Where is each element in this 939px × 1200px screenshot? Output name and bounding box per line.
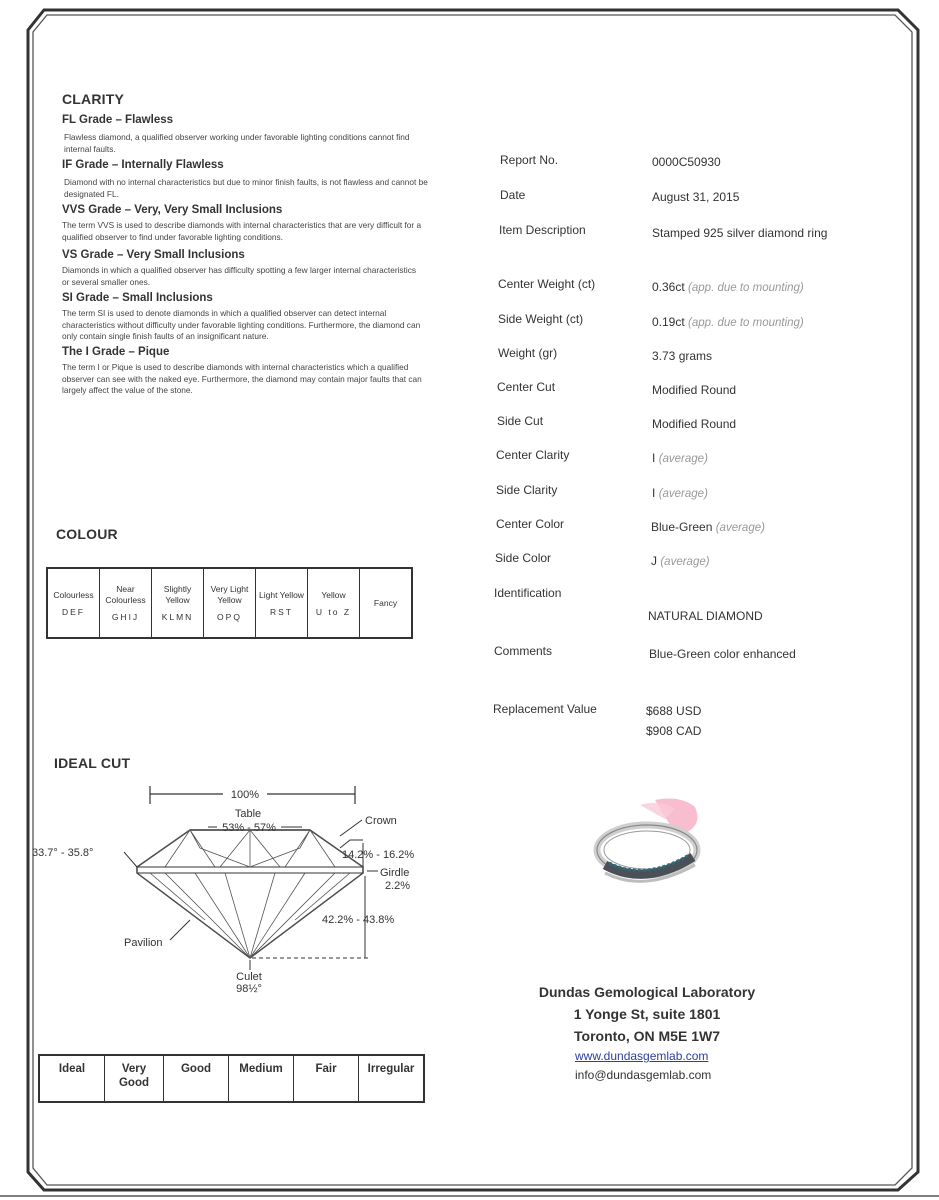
clarity-grade-list xyxy=(62,114,434,398)
replacement-usd: $688 USD xyxy=(646,704,702,718)
lab-address-line2: Toronto, ON M5E 1W7 xyxy=(574,1028,720,1044)
center-weight-note: (app. due to mounting) xyxy=(688,282,804,294)
grade-vs-desc: Diamonds in which a qualified observer has difficulty spotting a few larger internal characteristics or several smaller ones. xyxy=(62,265,417,287)
cut-grade-cell: Medium xyxy=(229,1055,294,1102)
center-clarity-value: I xyxy=(652,451,656,465)
colour-cell: Light Yellow RST xyxy=(256,568,308,638)
center-clarity-label: Center Clarity xyxy=(496,448,570,462)
side-clarity-label: Side Clarity xyxy=(496,483,558,497)
cut-grade-cell: Ideal xyxy=(39,1055,105,1102)
grade-i-desc: The term I or Pique is used to describe diamonds with internal characteristics which a qualified observer can see with the naked eye. Furthermore, the diamond may contain major faults that can largely affect the value of the stone. xyxy=(62,362,422,395)
replacement-cad: $908 CAD xyxy=(646,724,702,738)
comments-value: Blue-Green color enhanced xyxy=(649,647,796,661)
grade-vvs-title: VVS Grade – Very, Very Small Inclusions xyxy=(62,204,283,216)
identification-value: NATURAL DIAMOND xyxy=(648,609,763,623)
side-clarity-field xyxy=(652,486,708,500)
report-no-label: Report No. xyxy=(500,153,559,167)
cut-grade-table xyxy=(38,1054,425,1103)
lab-email[interactable]: info@dundasgemlab.com xyxy=(575,1068,712,1082)
grade-fl-title: FL Grade – Flawless xyxy=(62,114,174,126)
pavilion-depth-label: 42.2% - 43.8% xyxy=(322,914,395,926)
side-color-field xyxy=(651,554,710,568)
replacement-value-label: Replacement Value xyxy=(493,702,597,716)
colour-scale-table xyxy=(46,567,413,639)
side-cut-label: Side Cut xyxy=(497,414,544,428)
cut-grade-cell: Fair xyxy=(294,1055,359,1102)
center-weight-label: Center Weight (ct) xyxy=(498,277,596,291)
girdle-value: 2.2% xyxy=(385,880,411,892)
culet-label: Culet xyxy=(236,971,262,983)
center-clarity-field xyxy=(652,451,708,465)
ring-photo xyxy=(585,795,715,890)
report-no-value: 0000C50930 xyxy=(652,155,721,169)
center-cut-label: Center Cut xyxy=(497,380,556,394)
colour-title: COLOUR xyxy=(56,526,118,542)
weight-label: Weight (gr) xyxy=(498,346,558,360)
center-color-note: (average) xyxy=(715,522,765,534)
colour-cell: Colourless DEF xyxy=(47,568,100,638)
grade-fl-desc: Flawless diamond, a qualified observer working under favorable lighting conditions cannot find internal faults. xyxy=(64,132,410,154)
colour-cell: Fancy xyxy=(360,568,413,638)
colour-cell: Near Colourless GHIJ xyxy=(100,568,152,638)
colour-cell: Yellow U to Z xyxy=(308,568,360,638)
crown-label: Crown xyxy=(365,815,397,827)
culet-value: 98½° xyxy=(236,983,262,995)
center-clarity-note: (average) xyxy=(658,453,708,465)
side-weight-note: (app. due to mounting) xyxy=(688,317,804,329)
weight-value: 3.73 grams xyxy=(652,349,713,363)
girdle-label: Girdle xyxy=(380,867,410,879)
side-color-note: (average) xyxy=(660,556,710,568)
date-label: Date xyxy=(500,188,526,202)
center-color-label: Center Color xyxy=(496,517,565,531)
ideal-cut-diagram xyxy=(32,780,440,1000)
grade-vs-title: VS Grade – Very Small Inclusions xyxy=(62,249,245,261)
identification-label: Identification xyxy=(494,586,562,600)
grade-i-title: The I Grade – Pique xyxy=(62,346,170,358)
cut-grade-cell: Good xyxy=(164,1055,229,1102)
center-weight-value: 0.36ct xyxy=(652,280,685,294)
side-weight-value: 0.19ct xyxy=(652,315,685,329)
center-color-field xyxy=(651,520,765,534)
center-cut-value: Modified Round xyxy=(652,383,737,397)
center-weight-field xyxy=(652,280,804,294)
center-color-value: Blue-Green xyxy=(651,520,713,534)
item-description-value: Stamped 925 silver diamond ring xyxy=(652,226,828,240)
comments-label: Comments xyxy=(494,644,553,658)
lab-address-line1: 1 Yonge St, suite 1801 xyxy=(573,1006,721,1022)
date-value: August 31, 2015 xyxy=(652,190,740,204)
grade-if-title: IF Grade – Internally Flawless xyxy=(62,159,224,171)
crown-angle-label: 33.7° - 35.8° xyxy=(32,847,94,859)
total-width-label: 100% xyxy=(230,789,260,801)
lab-website-link[interactable]: www.dundasgemlab.com xyxy=(575,1049,709,1063)
colour-cell: Very Light Yellow OPQ xyxy=(204,568,256,638)
side-weight-label: Side Weight (ct) xyxy=(498,312,584,326)
side-color-label: Side Color xyxy=(495,551,552,565)
side-clarity-value: I xyxy=(652,486,656,500)
grade-si-title: SI Grade – Small Inclusions xyxy=(62,292,213,304)
grade-if-desc: Diamond with no internal characteristics but due to minor finish faults, is not flawless and cannot be designated FL. xyxy=(64,177,428,199)
cut-grade-cell: Very Good xyxy=(105,1055,164,1102)
side-cut-value: Modified Round xyxy=(652,417,737,431)
table-range-label: 53% - 57% xyxy=(222,822,276,834)
crown-height-label: 14.2% - 16.2% xyxy=(342,849,415,861)
pavilion-label: Pavilion xyxy=(124,937,163,949)
grade-si-desc: The term SI is used to denote diamonds in which a qualified observer can detect internal characteristics without difficulty under favorable lighting conditions. Furthermore, the diamond can only contain single finish faults of an insignificant nature. xyxy=(62,308,421,341)
clarity-title: CLARITY xyxy=(62,91,125,107)
colour-cell: Slightly Yellow KLMN xyxy=(152,568,204,638)
table-label: Table xyxy=(234,808,262,820)
lab-name: Dundas Gemological Laboratory xyxy=(538,984,756,1000)
side-clarity-note: (average) xyxy=(658,488,708,500)
side-weight-field xyxy=(652,315,804,329)
item-description-label: Item Description xyxy=(499,223,586,237)
ideal-cut-title: IDEAL CUT xyxy=(54,755,131,771)
cut-grade-cell: Irregular xyxy=(359,1055,425,1102)
grade-vvs-desc: The term VVS is used to describe diamonds with internal characteristics that are very difficult for a qualified observer to find under favorable lighting conditions. xyxy=(62,220,422,242)
side-color-value: J xyxy=(651,554,657,568)
